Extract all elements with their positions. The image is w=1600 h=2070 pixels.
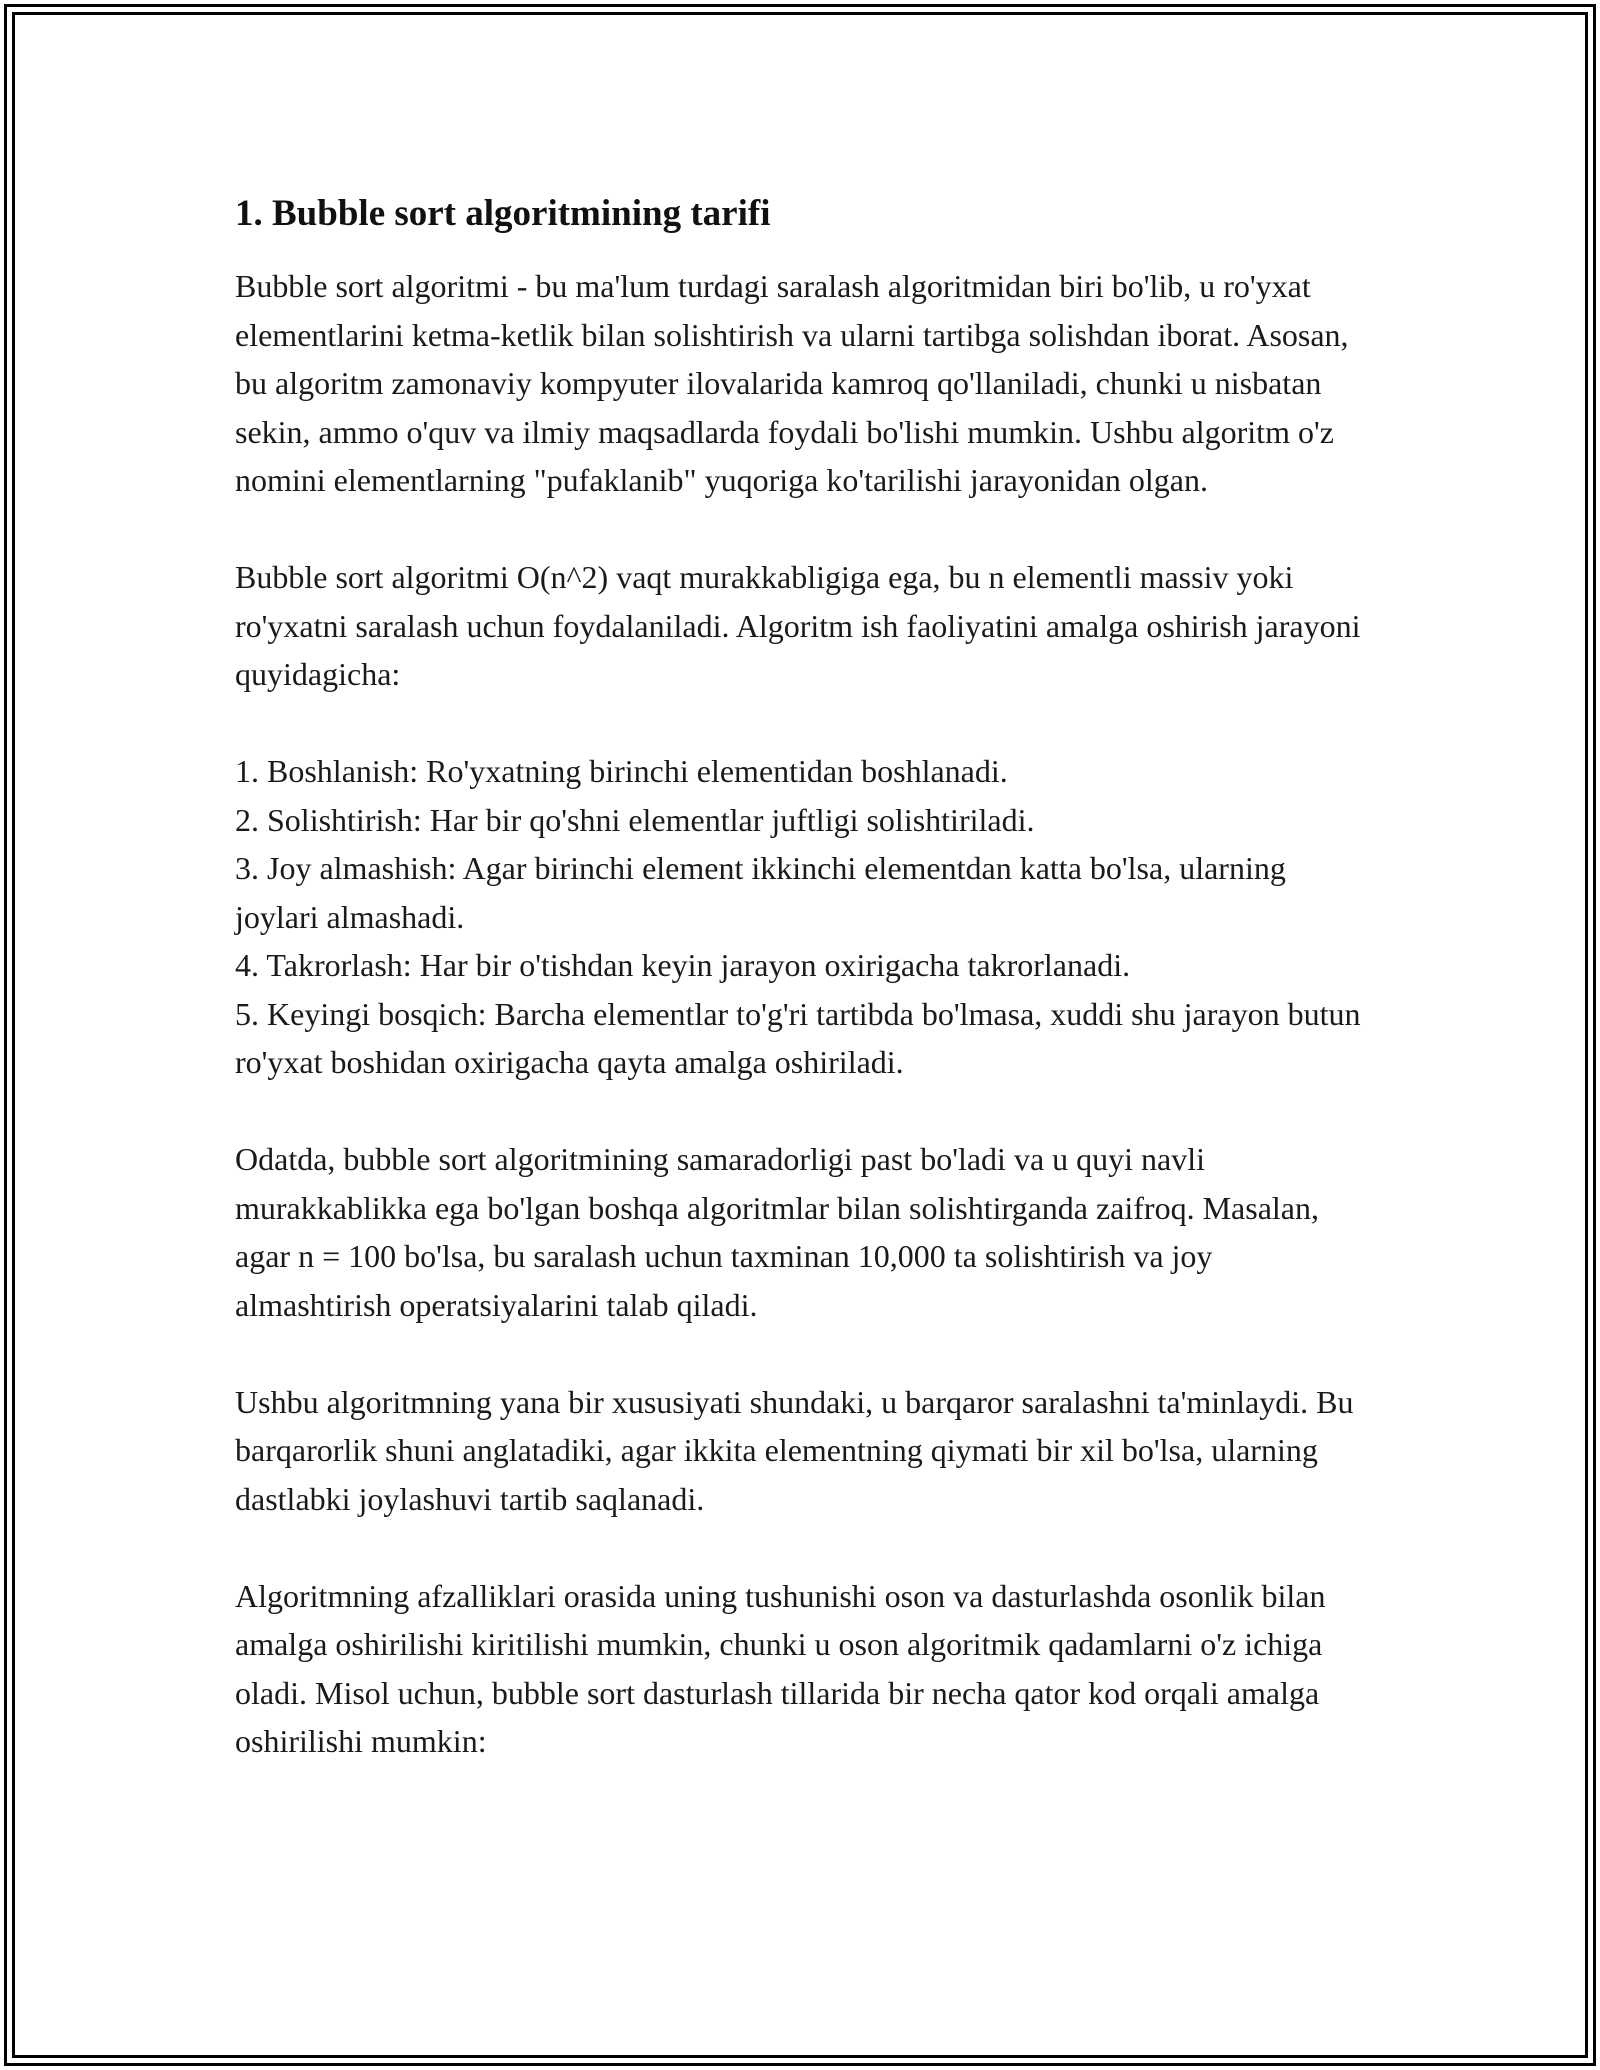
algorithm-steps-list — [235, 747, 1375, 1087]
section-title: 1. Bubble sort algoritmining tarifi — [235, 193, 771, 234]
list-item: 2. Solishtirish: Har bir qo'shni elementlar juftligi solishtiriladi. — [235, 801, 1035, 838]
list-item: 3. Joy almashish: Agar birinchi element ikkinchi elementdan katta bo'lsa, ularning joylari almashadi. — [235, 850, 1286, 935]
list-item: 4. Takrorlash: Har bir o'tishdan keyin jarayon oxirigacha takrorlanadi. — [235, 947, 1131, 983]
document-body — [235, 188, 1375, 1814]
paragraph-efficiency: Odatda, bubble sort algoritmining samaradorligi past bo'ladi va u quyi navli murakkablikka ega bo'lgan boshqa algoritmlar bilan solishtirganda zaifroq. Masalan, agar n = 100 bo'lsa, bu saralash uchun taxminan 10,000 ta solishtirish va joy almashtirish operatsiyalarini talab qiladi. — [235, 1141, 1319, 1323]
paragraph-stability: Ushbu algoritmning yana bir xususiyati shundaki, u barqaror saralashni ta'minlaydi. Bu barqarorlik shuni anglatadiki, agar ikkita elementning qiymati bir xil bo'lsa, ularning dastlabki joylashuvi tartib saqlanadi. — [235, 1383, 1354, 1517]
paragraph-intro: Bubble sort algoritmi - bu ma'lum turdagi saralash algoritmidan biri bo'lib, u ro'yxat elementlarini ketma-ketlik bilan solishtirish va ularni tartibga solishdan iborat. Asosan, bu algoritm zamonaviy kompyuter ilovalarida kamroq qo'llaniladi, chunki u nisbatan sekin, ammo o'quv va ilmiy maqsadlarda foydali bo'lishi mumkin. Ushbu algoritm o'z nomini elementlarning "pufaklanib" yuqoriga ko'tarilishi jarayonidan olgan. — [235, 268, 1349, 498]
list-item: 1. Boshlanish: Ro'yxatning birinchi elementidan boshlanadi. — [235, 753, 1008, 789]
list-item: 5. Keyingi bosqich: Barcha elementlar to'g'ri tartibda bo'lmasa, xuddi shu jarayon butun ro'yxat boshidan oxirigacha qayta amalga oshiriladi. — [235, 995, 1361, 1080]
paragraph-advantages: Algoritmning afzalliklari orasida uning tushunishi oson va dasturlashda osonlik bilan amalga oshirilishi kiritilishi mumkin, chunki u oson algoritmik qadamlarni o'z ichiga oladi. Misol uchun, bubble sort dasturlash tillarida bir necha qator kod orqali amalga oshirilishi mumkin: — [235, 1577, 1326, 1759]
paragraph-complexity: Bubble sort algoritmi O(n^2) vaqt murakkabligiga ega, bu n elementli massiv yoki ro'yxatni saralash uchun foydalaniladi. Algoritm ish faoliyatini amalga oshirish jarayoni quyidagicha: — [235, 559, 1361, 692]
